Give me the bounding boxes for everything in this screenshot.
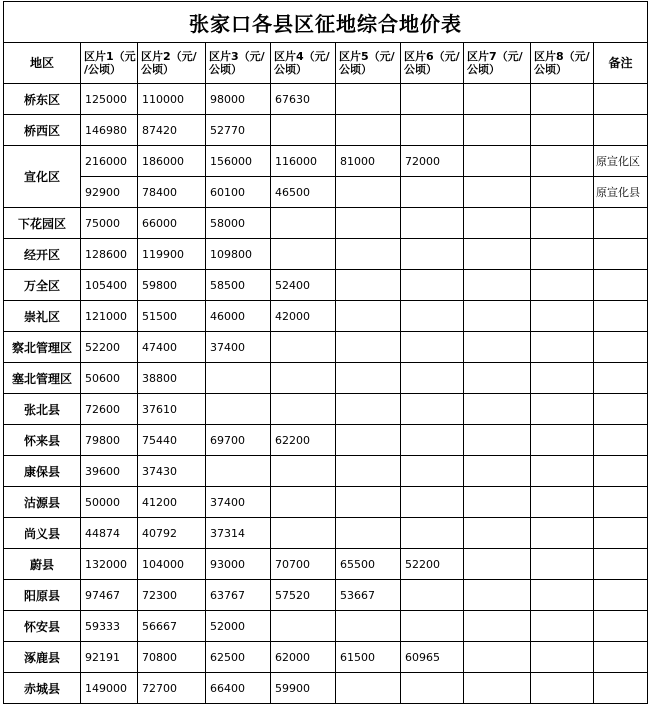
price-cell: 69700: [206, 425, 271, 456]
price-cell: 44874: [81, 518, 138, 549]
price-cell: [531, 425, 594, 456]
price-cell: [401, 518, 464, 549]
note-cell: 原宣化区: [594, 146, 648, 177]
price-cell: 65500: [336, 549, 401, 580]
region-cell: 察北管理区: [4, 332, 81, 363]
price-cell: [531, 84, 594, 115]
table-row: [4, 270, 648, 301]
price-cell: 104000: [138, 549, 206, 580]
price-cell: 67630: [271, 84, 336, 115]
price-cell: 216000: [81, 146, 138, 177]
price-cell: [336, 115, 401, 146]
price-cell: 72300: [138, 580, 206, 611]
price-cell: [531, 208, 594, 239]
price-cell: [464, 394, 531, 425]
note-cell: [594, 456, 648, 487]
price-cell: 63767: [206, 580, 271, 611]
price-cell: [464, 301, 531, 332]
zone-header-line: 区片6（元/: [404, 50, 460, 63]
price-cell: [271, 363, 336, 394]
price-cell: 52200: [401, 549, 464, 580]
price-cell: [531, 239, 594, 270]
price-cell: [206, 456, 271, 487]
price-cell: 37430: [138, 456, 206, 487]
zone-header-line: 公顷）: [141, 63, 174, 76]
price-cell: 132000: [81, 549, 138, 580]
price-cell: [464, 487, 531, 518]
zone-7-column-header: [464, 43, 531, 84]
table-row: [4, 673, 648, 704]
region-cell: 宣化区: [4, 146, 81, 208]
price-cell: [336, 332, 401, 363]
price-cell: [401, 301, 464, 332]
price-cell: 93000: [206, 549, 271, 580]
price-cell: [271, 332, 336, 363]
price-cell: 58500: [206, 270, 271, 301]
price-cell: [464, 239, 531, 270]
price-cell: 66400: [206, 673, 271, 704]
price-cell: [401, 270, 464, 301]
price-cell: [464, 115, 531, 146]
region-cell: 赤城县: [4, 673, 81, 704]
price-cell: [401, 673, 464, 704]
price-cell: [531, 332, 594, 363]
price-cell: 105400: [81, 270, 138, 301]
note-cell: [594, 673, 648, 704]
price-cell: [464, 270, 531, 301]
price-cell: 110000: [138, 84, 206, 115]
price-cell: 38800: [138, 363, 206, 394]
price-cell: 66000: [138, 208, 206, 239]
land-price-table: [3, 1, 648, 704]
zone-header-line: 区片2（元/: [141, 50, 197, 63]
table-row: [4, 394, 648, 425]
price-cell: [401, 487, 464, 518]
price-cell: 50000: [81, 487, 138, 518]
price-cell: 121000: [81, 301, 138, 332]
note-cell: [594, 115, 648, 146]
price-cell: [531, 363, 594, 394]
price-cell: [271, 518, 336, 549]
price-cell: 186000: [138, 146, 206, 177]
price-cell: 46000: [206, 301, 271, 332]
price-cell: [336, 208, 401, 239]
note-cell: [594, 208, 648, 239]
price-cell: [336, 487, 401, 518]
price-cell: 70700: [271, 549, 336, 580]
price-cell: [464, 549, 531, 580]
note-cell: [594, 270, 648, 301]
price-cell: [531, 518, 594, 549]
price-cell: [271, 115, 336, 146]
price-cell: [336, 84, 401, 115]
price-cell: 50600: [81, 363, 138, 394]
price-cell: 37610: [138, 394, 206, 425]
note-cell: [594, 239, 648, 270]
price-cell: [401, 115, 464, 146]
region-cell: 万全区: [4, 270, 81, 301]
region-cell: 塞北管理区: [4, 363, 81, 394]
note-cell: [594, 518, 648, 549]
price-cell: 61500: [336, 642, 401, 673]
price-cell: [401, 456, 464, 487]
price-cell: [271, 487, 336, 518]
zone-4-column-header: [271, 43, 336, 84]
region-column-header: 地区: [4, 43, 81, 84]
price-cell: 81000: [336, 146, 401, 177]
price-cell: [464, 208, 531, 239]
price-cell: 125000: [81, 84, 138, 115]
table-row: [4, 611, 648, 642]
table-row: [4, 580, 648, 611]
price-cell: 75440: [138, 425, 206, 456]
price-cell: [271, 239, 336, 270]
price-cell: [464, 642, 531, 673]
region-cell: 崇礼区: [4, 301, 81, 332]
region-cell: 怀安县: [4, 611, 81, 642]
price-cell: [206, 394, 271, 425]
price-cell: 146980: [81, 115, 138, 146]
price-cell: 41200: [138, 487, 206, 518]
price-cell: [531, 177, 594, 208]
note-cell: [594, 549, 648, 580]
price-cell: [401, 394, 464, 425]
table-row: [4, 332, 648, 363]
price-cell: [336, 270, 401, 301]
zone-header-line: 公顷）: [534, 63, 567, 76]
zone-header-line: 区片8（元/: [534, 50, 590, 63]
price-cell: [336, 394, 401, 425]
price-cell: [271, 611, 336, 642]
price-cell: [531, 456, 594, 487]
price-cell: 79800: [81, 425, 138, 456]
table-row: [4, 456, 648, 487]
price-cell: 62500: [206, 642, 271, 673]
price-cell: [401, 332, 464, 363]
note-cell: [594, 487, 648, 518]
price-cell: 78400: [138, 177, 206, 208]
price-cell: [531, 580, 594, 611]
zone-header-line: 公顷）: [209, 63, 242, 76]
price-cell: 128600: [81, 239, 138, 270]
land-price-sheet: [3, 1, 647, 709]
price-cell: [336, 239, 401, 270]
price-cell: 60965: [401, 642, 464, 673]
zone-1-column-header: [81, 43, 138, 84]
note-cell: [594, 425, 648, 456]
price-cell: 53667: [336, 580, 401, 611]
price-cell: [531, 487, 594, 518]
price-cell: 39600: [81, 456, 138, 487]
table-title: 张家口各县区征地综合地价表: [4, 2, 648, 43]
price-cell: [271, 456, 336, 487]
price-cell: [401, 239, 464, 270]
region-cell: 康保县: [4, 456, 81, 487]
zone-header-line: 区片7（元/: [467, 50, 523, 63]
price-cell: [464, 332, 531, 363]
price-cell: [464, 146, 531, 177]
price-cell: [336, 301, 401, 332]
price-cell: [531, 549, 594, 580]
note-cell: 原宣化县: [594, 177, 648, 208]
price-cell: [401, 425, 464, 456]
price-cell: 75000: [81, 208, 138, 239]
price-cell: [464, 673, 531, 704]
price-cell: 149000: [81, 673, 138, 704]
note-cell: [594, 332, 648, 363]
region-cell: 尚义县: [4, 518, 81, 549]
price-cell: 52770: [206, 115, 271, 146]
price-cell: 52200: [81, 332, 138, 363]
zone-header-line: /公顷）: [84, 63, 122, 76]
price-cell: 58000: [206, 208, 271, 239]
price-cell: 60100: [206, 177, 271, 208]
price-cell: 59900: [271, 673, 336, 704]
price-cell: [531, 642, 594, 673]
price-cell: [271, 394, 336, 425]
table-row: [4, 115, 648, 146]
region-cell: 下花园区: [4, 208, 81, 239]
price-cell: 72000: [401, 146, 464, 177]
region-cell: 沽源县: [4, 487, 81, 518]
table-row: [4, 177, 648, 208]
note-cell: [594, 394, 648, 425]
table-row: [4, 518, 648, 549]
note-cell: [594, 580, 648, 611]
price-cell: [464, 611, 531, 642]
price-cell: 62000: [271, 642, 336, 673]
price-cell: 87420: [138, 115, 206, 146]
table-row: [4, 301, 648, 332]
price-cell: [464, 518, 531, 549]
price-cell: [401, 580, 464, 611]
note-cell: [594, 611, 648, 642]
price-cell: 37400: [206, 487, 271, 518]
zone-3-column-header: [206, 43, 271, 84]
price-cell: [336, 425, 401, 456]
price-cell: [401, 177, 464, 208]
region-cell: 涿鹿县: [4, 642, 81, 673]
table-row: [4, 84, 648, 115]
price-cell: 70800: [138, 642, 206, 673]
price-cell: [531, 394, 594, 425]
price-cell: [464, 580, 531, 611]
price-cell: 119900: [138, 239, 206, 270]
price-cell: 59333: [81, 611, 138, 642]
table-row: [4, 425, 648, 456]
price-cell: [531, 270, 594, 301]
price-cell: [336, 177, 401, 208]
zone-6-column-header: [401, 43, 464, 84]
zone-header-line: 区片3（元/: [209, 50, 265, 63]
region-cell: 怀来县: [4, 425, 81, 456]
zone-8-column-header: [531, 43, 594, 84]
note-cell: [594, 363, 648, 394]
price-cell: [464, 177, 531, 208]
region-cell: 桥西区: [4, 115, 81, 146]
price-cell: [271, 208, 336, 239]
price-cell: [336, 456, 401, 487]
price-cell: [401, 208, 464, 239]
price-cell: 52400: [271, 270, 336, 301]
region-cell: 经开区: [4, 239, 81, 270]
price-cell: 109800: [206, 239, 271, 270]
zone-header-line: 公顷）: [339, 63, 372, 76]
price-cell: [401, 363, 464, 394]
price-cell: 47400: [138, 332, 206, 363]
price-cell: 116000: [271, 146, 336, 177]
price-cell: [464, 456, 531, 487]
zone-header-line: 公顷）: [467, 63, 500, 76]
price-cell: [336, 673, 401, 704]
note-cell: [594, 301, 648, 332]
note-cell: [594, 84, 648, 115]
price-cell: 37400: [206, 332, 271, 363]
price-cell: 42000: [271, 301, 336, 332]
price-cell: [336, 518, 401, 549]
price-cell: 37314: [206, 518, 271, 549]
zone-2-column-header: [138, 43, 206, 84]
note-cell: [594, 642, 648, 673]
zone-header-line: 区片5（元/: [339, 50, 395, 63]
price-cell: 59800: [138, 270, 206, 301]
price-cell: 98000: [206, 84, 271, 115]
price-cell: 40792: [138, 518, 206, 549]
price-cell: [531, 115, 594, 146]
price-cell: [531, 146, 594, 177]
table-row: [4, 642, 648, 673]
price-cell: 46500: [271, 177, 336, 208]
price-cell: [336, 363, 401, 394]
price-cell: 57520: [271, 580, 336, 611]
price-cell: 62200: [271, 425, 336, 456]
price-cell: [531, 611, 594, 642]
table-row: [4, 208, 648, 239]
price-cell: [531, 301, 594, 332]
zone-header-line: 公顷）: [274, 63, 307, 76]
price-cell: [464, 84, 531, 115]
table-row: [4, 487, 648, 518]
price-cell: [206, 363, 271, 394]
table-row: [4, 363, 648, 394]
price-cell: [464, 363, 531, 394]
price-cell: 97467: [81, 580, 138, 611]
zone-header-line: 公顷）: [404, 63, 437, 76]
price-cell: 52000: [206, 611, 271, 642]
price-cell: 72600: [81, 394, 138, 425]
price-cell: 92191: [81, 642, 138, 673]
region-cell: 蔚县: [4, 549, 81, 580]
price-cell: 92900: [81, 177, 138, 208]
region-cell: 桥东区: [4, 84, 81, 115]
note-column-header: 备注: [594, 43, 648, 84]
price-cell: [531, 673, 594, 704]
price-cell: [401, 84, 464, 115]
table-row: [4, 239, 648, 270]
zone-header-line: 区片4（元/: [274, 50, 330, 63]
region-cell: 张北县: [4, 394, 81, 425]
zone-header-line: 区片1（元: [84, 50, 136, 63]
price-cell: 51500: [138, 301, 206, 332]
header-row: [4, 43, 648, 84]
price-cell: [401, 611, 464, 642]
price-cell: [336, 611, 401, 642]
table-row: [4, 146, 648, 177]
region-cell: 阳原县: [4, 580, 81, 611]
table-row: [4, 549, 648, 580]
zone-5-column-header: [336, 43, 401, 84]
price-cell: 156000: [206, 146, 271, 177]
price-cell: 56667: [138, 611, 206, 642]
price-cell: 72700: [138, 673, 206, 704]
price-cell: [464, 425, 531, 456]
